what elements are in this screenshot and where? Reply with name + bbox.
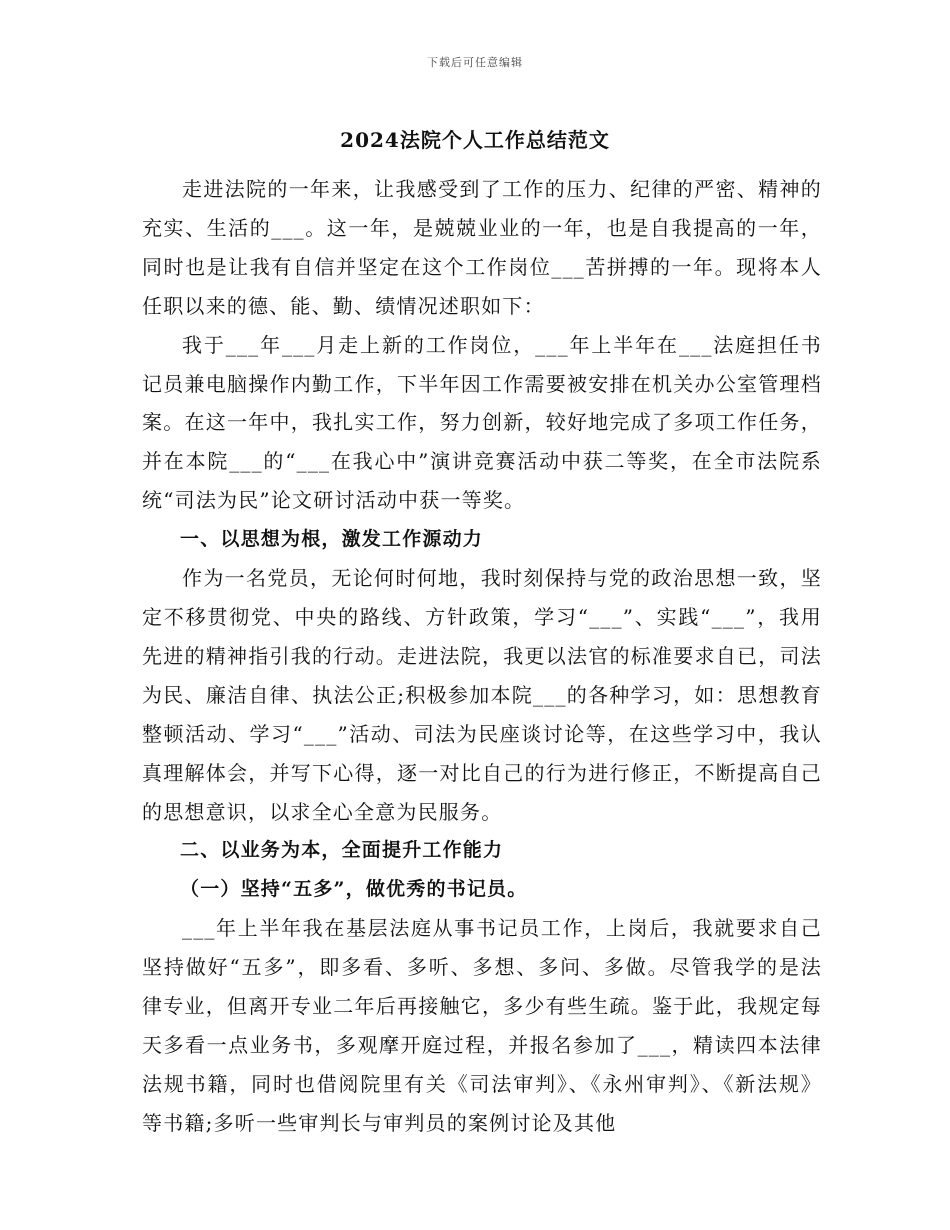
paragraph-ideology: 作为一名党员，无论何时何地，我时刻保持与党的政治思想一致，坚定不移贯彻党、中央的路线、方针政策，学习“___”、实践“___”，我用先进的精神指引我的行动。走进法院，我更以法官的标准要求自已，司法为民、廉洁自律、执法公正;积极参加本院___的各种学习，如：思想教育整顿活动、学习“___”活动、司法为民座谈讨论等，在这些学习中，我认真理解体会，并写下心得，逐一对比自己的行为进行修正，不断提高自己的思想意识，以求全心全意为民服务。 — [142, 566, 822, 824]
paragraph-position: 我于___年___月走上新的工作岗位，___年上半年在___法庭担任书记员兼电脑操作内勤工作，下半年因工作需要被安排在机关办公室管理档案。在这一年中，我扎实工作，努力创新，较好地完成了多项工作任务，并在本院___的“___在我心中”演讲竞赛活动中获二等奖，在全市法院系统“司法为民”论文研讨活动中获一等奖。 — [142, 332, 822, 513]
document-body — [142, 170, 822, 1143]
header-note: 下载后可任意编辑 — [427, 56, 523, 69]
paragraph-clerk-work: ___年上半年我在基层法庭从事书记员工作，上岗后，我就要求自己坚持做好“五多”，即多看、多听、多想、多问、多做。尽管我学的是法律专业，但离开专业二年后再接触它，多少有些生疏。鉴于此，我规定每天多看一点业务书，多观摩开庭过程，并报名参加了___，精读四本法律法规书籍，同时也借阅院里有关《司法审判》、《永州审判》、《新法规》等书籍;多听一些审判长与审判员的案例讨论及其他 — [142, 916, 822, 1135]
paragraph-intro: 走进法院的一年来，让我感受到了工作的压力、纪律的严密、精神的充实、生活的___。这一年，是兢兢业业的一年，也是自我提高的一年，同时也是让我有自信并坚定在这个工作岗位___苦拼搏的一年。现将本人任职以来的德、能、勤、绩情况述职如下： — [142, 177, 822, 318]
section-heading-1: 一、以思想为根，激发工作源动力 — [180, 528, 484, 551]
subsection-heading-1: （一）坚持“五多”，做优秀的书记员。 — [180, 878, 528, 901]
document-title: 2024法院个人工作总结范文 — [340, 128, 610, 152]
section-heading-2: 二、以业务为本，全面提升工作能力 — [180, 839, 504, 862]
